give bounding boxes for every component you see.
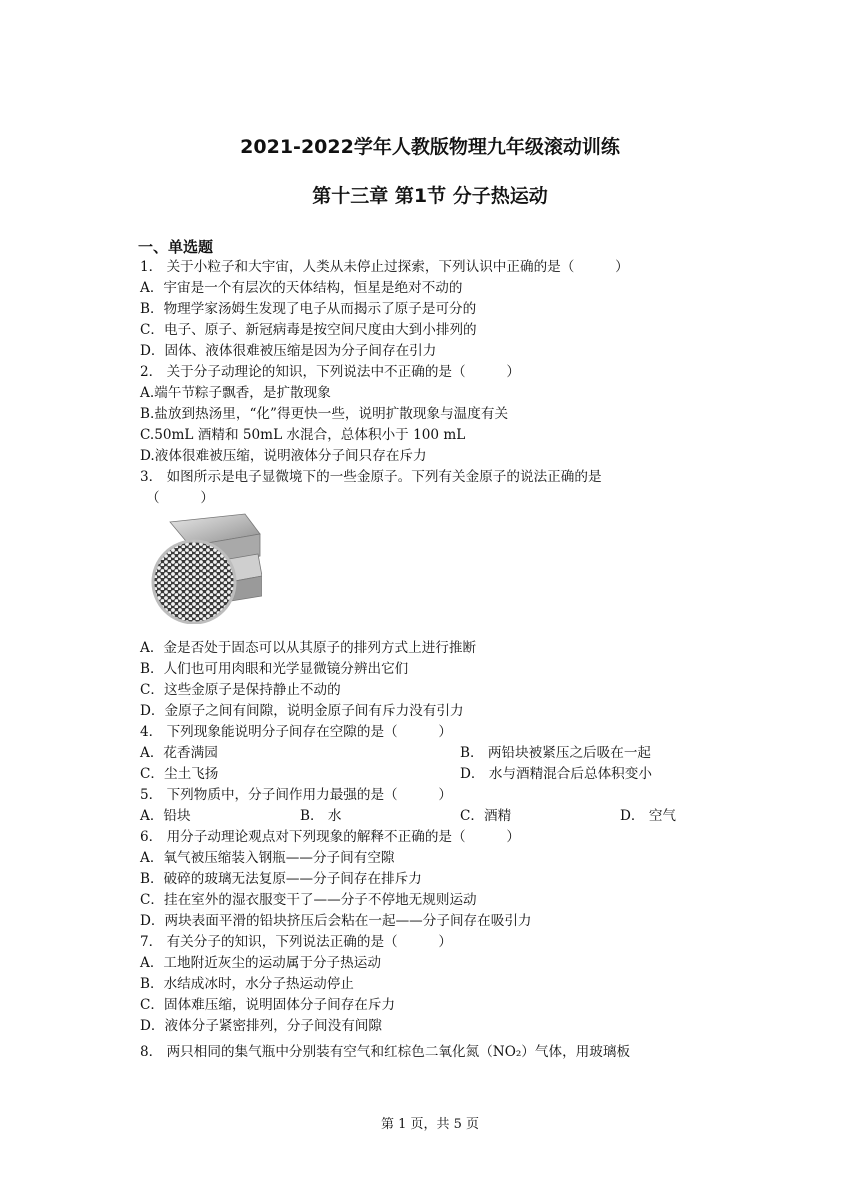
question-4-option-c: C．尘土飞扬	[140, 766, 219, 782]
question-1-option-a: A．宇宙是一个有层次的天体结构，恒星是绝对不动的	[140, 280, 463, 296]
question-4-option-b: B． 两铅块被紧压之后吸在一起	[460, 745, 652, 761]
question-7-option-d: D．液体分子紧密排列，分子间没有间隙	[140, 1018, 382, 1034]
question-5-stem: 5． 下列物质中，分子间作用力最强的是（ ）	[140, 787, 453, 803]
question-5-option-d: D． 空气	[620, 808, 677, 824]
question-3-stem: 3． 如图所示是电子显微境下的一些金原子。下列有关金原子的说法正确的是	[140, 469, 602, 485]
question-6-option-c: C．挂在室外的湿衣服变干了——分子不停地无规则运动	[140, 892, 477, 908]
question-5-option-c: C．酒精	[460, 808, 512, 824]
question-5-option-b: B． 水	[300, 808, 342, 824]
question-7-stem: 7． 有关分子的知识，下列说法正确的是（ ）	[140, 934, 453, 950]
question-1-option-c: C．电子、原子、新冠病毒是按空间尺度由大到小排列的	[140, 322, 477, 338]
gold-atoms-figure	[150, 512, 262, 624]
question-2-option-a: A.端午节粽子飘香，是扩散现象	[140, 385, 331, 401]
document-subtitle: 第十三章 第1节 分子热运动	[312, 185, 548, 207]
question-6-option-d: D．两块表面平滑的铅块挤压后会粘在一起——分子间存在吸引力	[140, 913, 532, 929]
question-7-option-b: B．水结成冰时，水分子热运动停止	[140, 976, 354, 992]
question-4-option-a: A．花香满园	[140, 745, 218, 761]
question-6-option-b: B．破碎的玻璃无法复原——分子间存在排斥力	[140, 871, 422, 887]
question-7-option-c: C．固体难压缩，说明固体分子间存在斥力	[140, 997, 396, 1013]
question-5-option-a: A．铅块	[140, 808, 191, 824]
question-2-option-c: C.50mL 酒精和 50mL 水混合，总体积小于 100 mL	[140, 427, 466, 443]
question-2-option-d: D.液体很难被压缩，说明液体分子间只存在斥力	[140, 448, 427, 464]
question-8-stem: 8． 两只相同的集气瓶中分别装有空气和红棕色二氧化氮（NO₂）气体，用玻璃板	[140, 1044, 631, 1060]
question-3-option-a: A．金是否处于固态可以从其原子的排列方式上进行推断	[140, 640, 477, 656]
question-6-stem: 6． 用分子动理论观点对下列现象的解释不正确的是（ ）	[140, 829, 520, 845]
question-1-option-d: D．固体、液体很难被压缩是因为分子间存在引力	[140, 343, 437, 359]
page-footer: 第 1 页，共 5 页	[380, 1117, 480, 1132]
question-3-stem-bracket: （ ）	[146, 490, 214, 506]
question-1-stem: 1． 关于小粒子和大宇宙，人类从未停止过探索，下列认识中正确的是（ ）	[140, 259, 629, 275]
question-2-stem: 2． 关于分子动理论的知识，下列说法中不正确的是（ ）	[140, 364, 520, 380]
question-7-option-a: A．工地附近灰尘的运动属于分子热运动	[140, 955, 381, 971]
question-3-option-c: C．这些金原子是保持静止不动的	[140, 682, 341, 698]
question-1-option-b: B．物理学家汤姆生发现了电子从而揭示了原子是可分的	[140, 301, 477, 317]
question-4-option-d: D． 水与酒精混合后总体积变小	[460, 766, 652, 782]
question-3-option-d: D．金原子之间有间隙，说明金原子间有斥力没有引力	[140, 703, 464, 719]
question-6-option-a: A．氧气被压缩装入钢瓶——分子间有空隙	[140, 850, 395, 866]
section-heading: 一、单选题	[138, 238, 214, 256]
question-2-option-b: B.盐放到热汤里，“化”得更快一些，说明扩散现象与温度有关	[140, 406, 509, 422]
document-title: 2021-2022学年人教版物理九年级滚动训练	[240, 136, 620, 158]
question-4-stem: 4． 下列现象能说明分子间存在空隙的是（ ）	[140, 724, 453, 740]
question-3-option-b: B．人们也可用肉眼和光学显微镜分辨出它们	[140, 661, 409, 677]
